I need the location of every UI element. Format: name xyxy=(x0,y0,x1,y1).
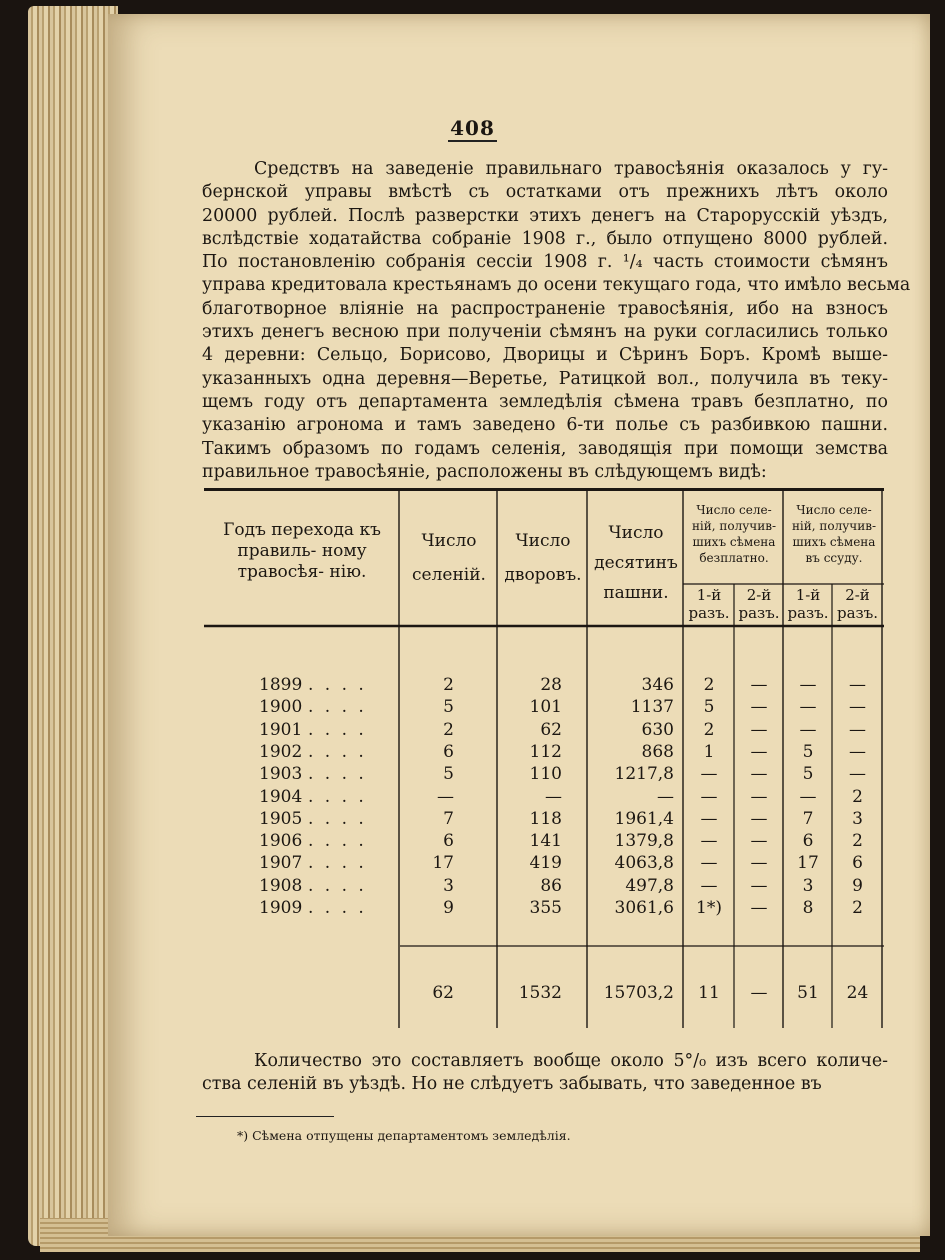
text-line: щемъ году отъ департамента земледѣлія сѣмена травъ безплатно, по xyxy=(202,391,888,412)
header-year: Годъ перехода къ правиль- ному травосѣя- нію. xyxy=(223,520,381,582)
text-line: этихъ денегъ весною при полученіи сѣмянъ на руки согласились только xyxy=(202,322,888,343)
row-free-second: — xyxy=(750,808,768,829)
row-loan-first: 8 xyxy=(802,898,814,918)
row-desyatins: 3061,6 xyxy=(614,898,674,918)
row-year: 1900 xyxy=(259,697,303,718)
total-villages: 62 xyxy=(432,983,454,1003)
row-free-first: 1 xyxy=(703,741,715,762)
row-dots: . . . . xyxy=(308,898,367,918)
row-year: 1904 xyxy=(259,786,303,807)
row-loan-second: — xyxy=(849,675,866,695)
text-line: управа кредитовала крестьянамъ до осени текущаго года, что имѣло весьма xyxy=(202,275,911,296)
row-villages: 6 xyxy=(443,741,454,762)
row-year: 1905 xyxy=(259,808,303,829)
row-dots: . . . . xyxy=(308,764,367,785)
header-desyatins: Число десятинъ пашни. xyxy=(594,523,678,603)
text-line: 20000 рублей. Послѣ разверстки этихъ денегъ на Старорусскій уѣздъ, xyxy=(202,205,888,226)
text-line: бернской управы вмѣстѣ съ остатками отъ прежнихъ лѣтъ около xyxy=(202,182,888,203)
header-free-first: 1-й разъ. xyxy=(688,586,730,622)
row-desyatins: 4063,8 xyxy=(614,853,674,874)
text-line: указанныхъ одна деревня—Веретье, Ратицкой вол., получила въ теку- xyxy=(202,368,888,389)
total-desyatins: 15703,2 xyxy=(603,983,674,1003)
row-loan-second: 2 xyxy=(852,898,863,918)
row-year: 1901 xyxy=(259,719,303,740)
row-free-first: — xyxy=(700,875,718,896)
row-free-first: — xyxy=(700,764,718,785)
row-free-second: — xyxy=(750,697,768,718)
row-free-second: — xyxy=(750,853,768,874)
row-desyatins: 497,8 xyxy=(625,875,674,896)
text-line: По постановленію собранія сессіи 1908 г. ¹/₄ часть стоимости сѣмянъ xyxy=(202,252,888,273)
row-dots: . . . . xyxy=(308,808,367,829)
intro-paragraph xyxy=(202,158,911,484)
row-loan-first: — xyxy=(799,786,817,807)
row-villages: 2 xyxy=(443,675,454,695)
row-free-second: — xyxy=(750,875,768,896)
row-loan-second: 3 xyxy=(852,808,863,829)
row-villages: 9 xyxy=(443,898,454,918)
row-free-second: — xyxy=(750,898,768,918)
row-households: 419 xyxy=(529,853,562,874)
row-loan-first: — xyxy=(799,675,817,695)
row-loan-first: 17 xyxy=(797,853,819,874)
row-desyatins: 346 xyxy=(641,675,674,695)
row-households: 112 xyxy=(529,741,562,762)
total-free-first: 11 xyxy=(698,983,720,1003)
row-loan-second: — xyxy=(849,764,866,785)
row-free-first: 2 xyxy=(703,675,715,695)
row-loan-second: — xyxy=(849,697,866,718)
row-year: 1906 xyxy=(259,831,303,852)
row-households: 86 xyxy=(540,875,562,896)
row-year: 1902 xyxy=(259,741,303,762)
row-dots: . . . . xyxy=(308,741,367,762)
outro-paragraph xyxy=(202,1050,888,1097)
data-table xyxy=(204,488,884,1028)
row-loan-second: — xyxy=(849,741,866,762)
row-year: 1899 xyxy=(259,675,303,695)
page-number: 408 xyxy=(450,116,495,140)
row-households: 28 xyxy=(540,675,562,695)
row-loan-first: — xyxy=(799,719,817,740)
row-households: 355 xyxy=(529,898,562,918)
row-free-second: — xyxy=(750,719,768,740)
text-line: правильное травосѣяніе, расположены въ слѣдующемъ видѣ: xyxy=(202,461,767,482)
header-villages: Число селеній. xyxy=(412,531,486,585)
text-line: Средствъ на заведеніе правильнаго травосѣянія оказалось у гу- xyxy=(254,159,888,179)
footnote-rule xyxy=(196,1116,334,1117)
row-villages: 7 xyxy=(443,808,454,829)
row-free-second: — xyxy=(750,764,768,785)
row-free-first: — xyxy=(700,786,718,807)
row-loan-second: 6 xyxy=(852,853,863,874)
row-free-first: — xyxy=(700,808,718,829)
row-dots: . . . . xyxy=(308,675,367,695)
row-year: 1903 xyxy=(259,764,303,785)
row-free-first: — xyxy=(700,853,718,874)
row-desyatins: 1961,4 xyxy=(614,808,674,829)
row-loan-second: 2 xyxy=(852,831,863,852)
header-loan-first: 1-й разъ. xyxy=(787,586,829,622)
row-year: 1908 xyxy=(259,875,303,896)
row-households: 141 xyxy=(529,831,562,852)
row-loan-second: 2 xyxy=(852,786,863,807)
row-villages: 5 xyxy=(443,764,454,785)
row-households: 62 xyxy=(540,719,562,740)
row-dots: . . . . xyxy=(308,719,367,740)
row-free-first: 5 xyxy=(703,697,715,718)
row-households: 101 xyxy=(529,697,562,718)
row-loan-first: — xyxy=(799,697,817,718)
row-free-second: — xyxy=(750,675,768,695)
row-free-second: — xyxy=(750,786,768,807)
row-year: 1907 xyxy=(259,853,303,874)
row-free-first: 2 xyxy=(703,719,715,740)
row-households: 118 xyxy=(529,808,562,829)
row-villages: — xyxy=(437,786,454,807)
row-loan-first: 3 xyxy=(802,875,814,896)
total-households: 1532 xyxy=(518,983,562,1003)
row-desyatins: 868 xyxy=(641,741,674,762)
row-villages: 2 xyxy=(443,719,454,740)
footnote: *) Сѣмена отпущены департаментомъ земледѣлія. xyxy=(237,1128,571,1143)
row-villages: 3 xyxy=(443,875,454,896)
text-line: благотворное вліяніе на распространеніе травосѣянія, ибо на взносъ xyxy=(202,298,888,319)
text-line: Количество это составляетъ вообще около 5°/₀ изъ всего количе- xyxy=(254,1051,888,1071)
row-free-first: 1*) xyxy=(696,898,722,918)
book-page-edges xyxy=(28,6,118,1246)
text-line: вслѣдствіе ходатайства собраніе 1908 г., было отпущено 8000 рублей. xyxy=(202,228,888,249)
row-loan-second: — xyxy=(849,719,866,740)
text-line: указанію агронома и тамъ заведено 6-ти полье съ разбивкою пашни. xyxy=(202,415,888,436)
total-free-second: — xyxy=(750,983,768,1003)
row-loan-first: 5 xyxy=(802,764,814,785)
row-households: — xyxy=(545,786,562,807)
header-free-group: Число селе- ній, получив- шихъ сѣмена безплатно. xyxy=(691,503,777,565)
row-households: 110 xyxy=(529,764,562,785)
header-loan-second: 2-й разъ. xyxy=(836,586,879,622)
row-dots: . . . . xyxy=(308,875,367,896)
total-loan-second: 24 xyxy=(846,983,869,1003)
row-dots: . . . . xyxy=(308,853,367,874)
header-households: Число дворовъ. xyxy=(504,531,582,585)
row-dots: . . . . xyxy=(308,697,367,718)
text-line: ства селеній въ уѣздѣ. Но не слѣдуетъ забывать, что заведенное въ xyxy=(202,1074,822,1095)
row-year: 1909 xyxy=(259,898,303,918)
total-loan-first: 51 xyxy=(797,983,819,1003)
text-line: Такимъ образомъ по годамъ селенія, заводящія при помощи земства xyxy=(202,438,888,459)
row-desyatins: 1217,8 xyxy=(614,764,674,785)
row-loan-first: 7 xyxy=(802,808,814,829)
row-villages: 6 xyxy=(443,831,454,852)
row-loan-second: 9 xyxy=(852,875,863,896)
row-desyatins: 1379,8 xyxy=(614,831,674,852)
row-desyatins: 1137 xyxy=(630,697,674,718)
row-villages: 17 xyxy=(432,853,454,874)
header-free-second: 2-й разъ. xyxy=(738,586,780,622)
row-villages: 5 xyxy=(443,697,454,718)
header-loan-group: Число селе- ній, получив- шихъ сѣмена въ ссуду. xyxy=(791,503,877,565)
row-free-second: — xyxy=(750,831,768,852)
row-desyatins: — xyxy=(657,786,674,807)
row-dots: . . . . xyxy=(308,786,367,807)
text-line: 4 деревни: Сельцо, Борисово, Дворицы и Сѣринъ Боръ. Кромѣ выше- xyxy=(202,345,888,366)
row-loan-first: 5 xyxy=(802,741,814,762)
row-desyatins: 630 xyxy=(641,719,674,740)
row-loan-first: 6 xyxy=(802,831,814,852)
row-dots: . . . . xyxy=(308,831,367,852)
row-free-first: — xyxy=(700,831,718,852)
row-free-second: — xyxy=(750,741,768,762)
